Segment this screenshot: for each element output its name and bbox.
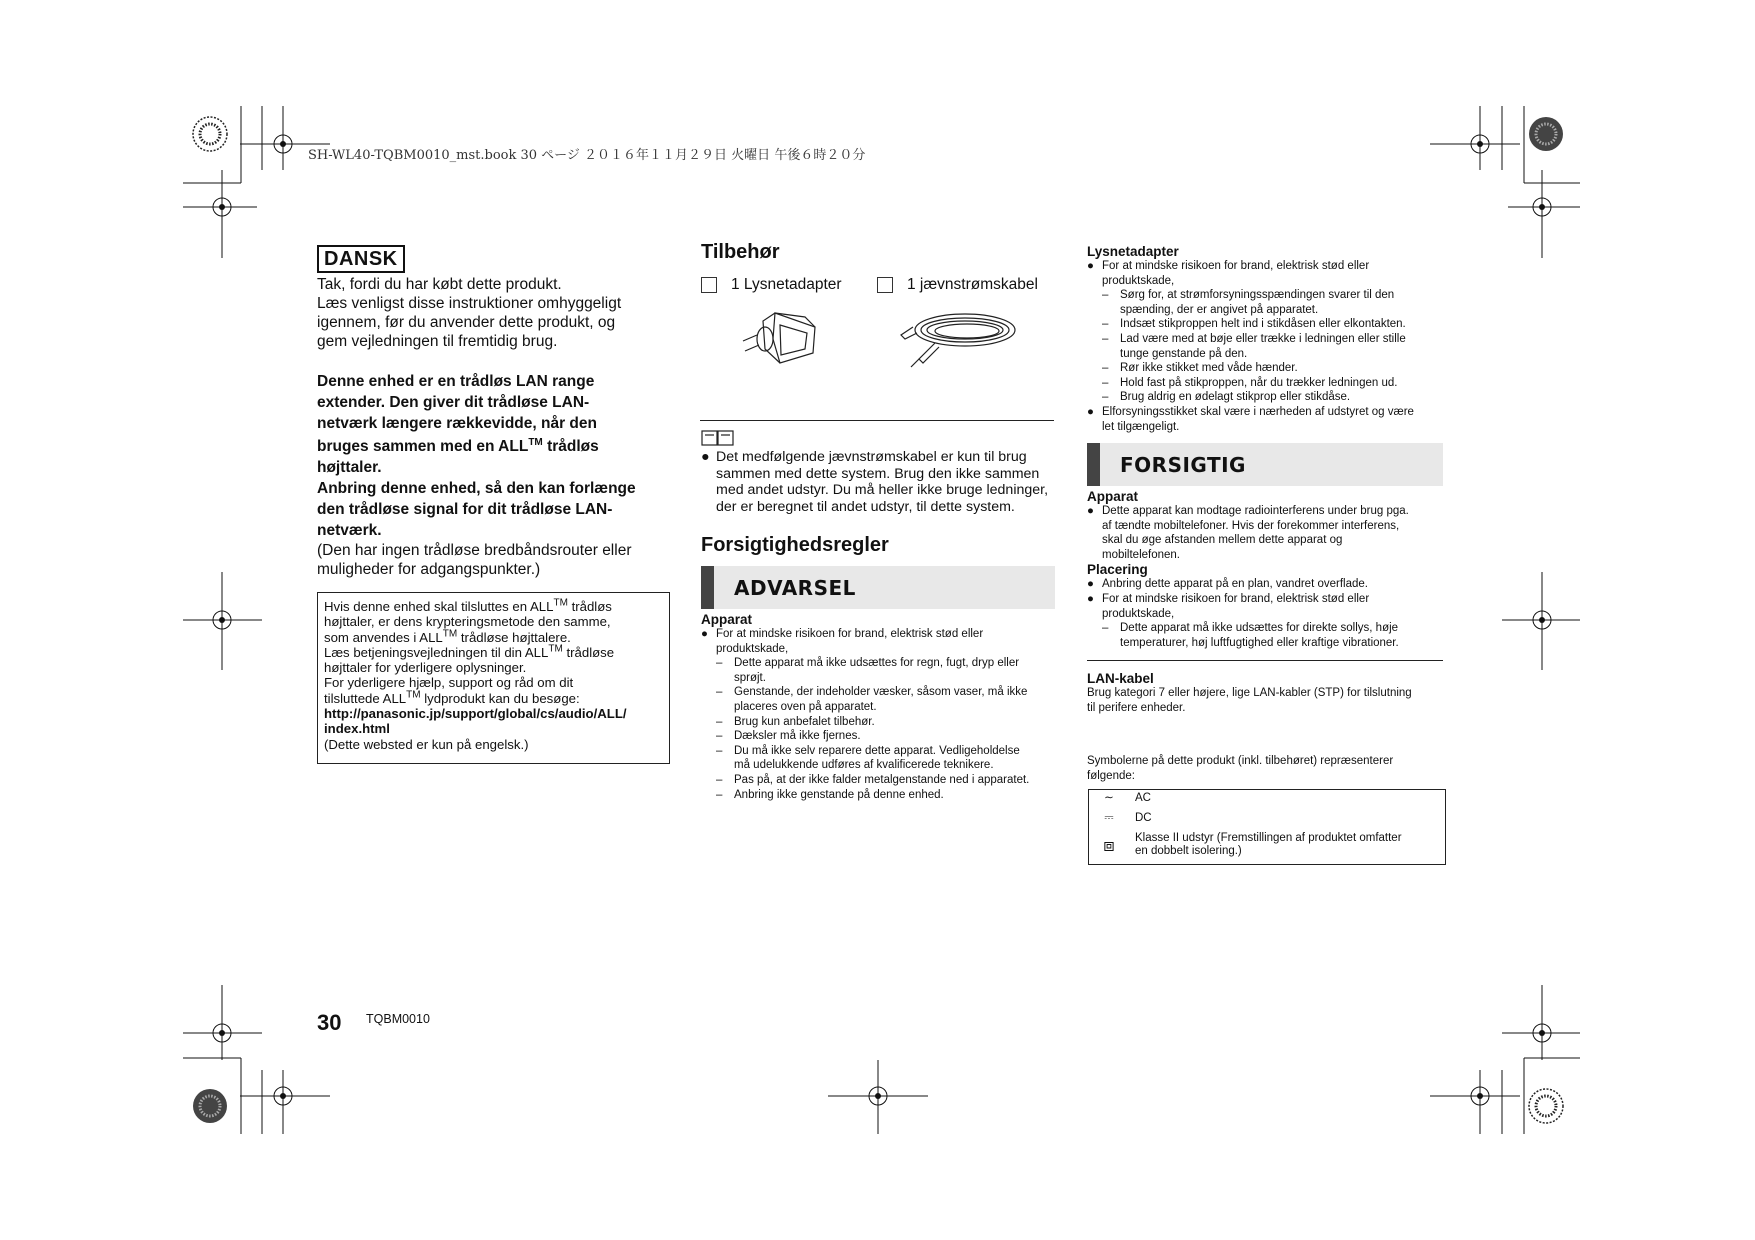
intro-text: Tak, fordi du har købt dette produkt. Læs venligst disse instruktioner omhyggeligt igennem, før du anvender dette produkt, og gem vejledningen til fremtidig brug.	[317, 276, 622, 350]
intro-column	[317, 245, 677, 579]
support-url[interactable]: http://panasonic.jp/support/global/cs/audio/ALL/ index.html	[324, 706, 627, 737]
symbols-intro: Symbolerne på dette produkt (inkl. tilbehøret) repræsenterer følgende:	[1087, 755, 1394, 782]
lan-cable-section: LAN-kabel Brug kategori 7 eller højere, lige LAN-kabler (STP) for tilslutning til perifere enheder.	[1087, 671, 1412, 714]
page-number: 30	[317, 1010, 342, 1035]
warning-banner: ADVARSEL	[701, 566, 1055, 609]
ac-adapter-illustration	[735, 305, 840, 373]
checkbox-icon[interactable]	[701, 277, 717, 293]
file-header-line: SH-WL40-TQBM0010_mst.book 30 ページ ２０１６年１１月２９日 火曜日 午後６時２０分	[308, 148, 866, 163]
document-code: TQBM0010	[366, 1012, 430, 1026]
caution-banner: FORSIGTIG	[1087, 443, 1443, 486]
class-ii-icon: ⧈	[1103, 835, 1115, 855]
all-speaker-note-box: Hvis denne enhed skal tilsluttes en ALL™ trådløs højttaler, er dens krypteringsmetode den samme, som anvendes i ALL™ trådløse højttalere. Læs betjeningsvejledningen til din ALL™ trådløse højttaler for yderligere oplysninger. For yderligere hjælp, support og råd om dit tilsluttede ALL™ lydprodukt kan du besøge: http://panasonic.jp/support/global/cs/audio/ALL/ index.html (Dette websted er kun på engelsk.)	[317, 592, 670, 764]
accessory-item: 1 jævnstrømskabel	[877, 276, 1038, 294]
dc-lines-icon: ⎓	[1104, 812, 1114, 824]
warning-apparat-section: Apparat ● For at mindske risikoen for brand, elektrisk stød eller produktskade, – Dette apparat må ikke udsættes for regn, fugt, dryp eller sprøjt. – Genstande, der indeholder væsker, såsom vaser, må ikke placeres oven på apparatet. – Brug kun anbefalet tilbehør. – Dæksler må ikke fjernes. – Du må ikke selv reparere dette apparat. Vedligeholdelse må udelukkende udføres af kvalificerede teknikere. – Pas på, at der ikke falder metalgenstande ned i apparatet. – Anbring ikke genstande på denne enhed.	[701, 612, 1030, 801]
symbols-table: ∼ AC ⎓ DC ⧈ Klasse II udstyr (Fremstillingen af produktet omfatter en dobbelt isolering.)	[1088, 789, 1446, 865]
ac-wave-icon: ∼	[1104, 792, 1114, 804]
language-badge: DANSK	[317, 245, 405, 273]
caution-apparat-section: Apparat ● Dette apparat kan modtage radiointerferens under brug pga. af tændte mobiltelefoner. Hvis der forekommer interferens, skal du øge afstanden mellem dette apparat og mobiltelefonen. Placering ● Anbring dette apparat på en plan, vandret overflade. ● For at mindske risikoen for brand, elektrisk stød eller produktskade, – Dette apparat må ikke udsættes for direkte sollys, høje temperaturer, høj luftfugtighed eller kraftige vibrationer.	[1087, 489, 1409, 649]
book-icon	[701, 429, 735, 447]
dc-cable-illustration	[895, 305, 1023, 373]
section-divider	[1087, 660, 1443, 661]
checkbox-icon[interactable]	[877, 277, 893, 293]
safety-title: Forsigtighedsregler	[701, 534, 889, 556]
section-divider	[700, 420, 1054, 421]
accessory-note: ● Det medfølgende jævnstrømskabel er kun til brug sammen med dette system. Brug den ikke sammen med andet udstyr. Du må heller ikke bruge ledninger, der er beregnet til andet udstyr, til dette system.	[701, 449, 1049, 515]
router-note: (Den har ingen trådløse bredbåndsrouter eller muligheder for adgangspunkter.)	[317, 542, 632, 578]
adapter-safety-section: Lysnetadapter ● For at mindske risikoen for brand, elektrisk stød eller produktskade, – Sørg for, at strømforsyningsspændingen svarer til den spænding, der er angivet på apparatet. – Indsæt stikproppen helt ind i stikdåsen eller elkontakten. – Lad være med at bøje eller trække i ledningen eller stille tunge genstande på den. – Rør ikke stikket med våde hænder. – Hold fast på stikproppen, når du trækker ledningen ud. – Brug aldrig en ødelagt stikprop eller stikdåse. ● Elforsyningsstikket skal være i nærheden af udstyret og være let tilgængeligt.	[1087, 244, 1414, 433]
product-description: Denne enhed er en trådløs LAN range extender. Den giver dit trådløse LAN- netværk længere rækkevidde, når den bruges sammen med en ALL™ trådløs højttaler. Anbring denne enhed, så den kan forlænge den trådløse signal for dit trådløse LAN- netværk.	[317, 373, 636, 539]
accessory-item: 1 Lysnetadapter	[701, 276, 842, 294]
accessories-title: Tilbehør	[701, 241, 780, 263]
